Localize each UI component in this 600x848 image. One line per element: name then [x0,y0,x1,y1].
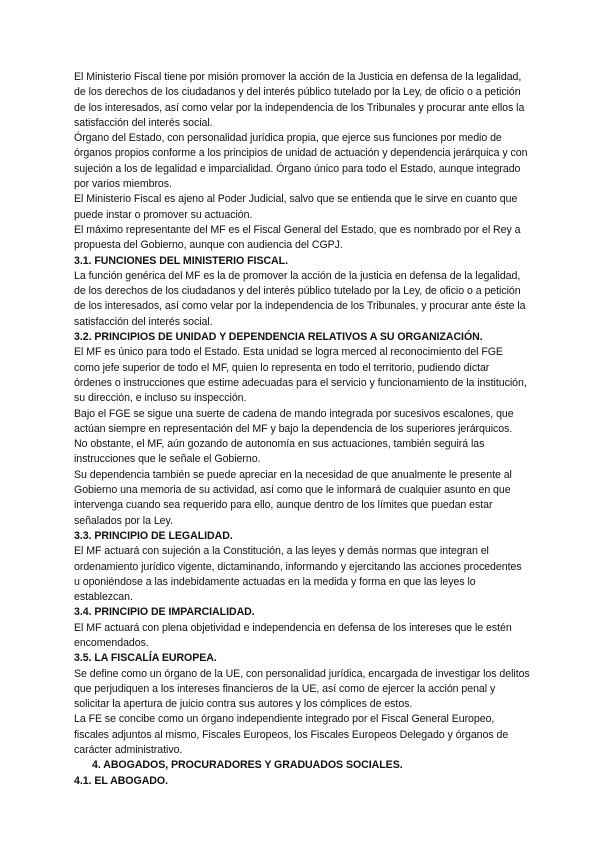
section-heading-4-1: 4.1. EL ABOGADO. [74,774,168,787]
section-heading-3-3: 3.3. PRINCIPIO DE LEGALIDAD. [74,529,233,542]
section-heading-4: 4. ABOGADOS, PROCURADORES Y GRADUADOS SOCIALES. [92,759,403,772]
section-3-2-paragraph-memoria: Su dependencia también se puede apreciar en la necesidad de que anualmente le presente al Gobierno una memoria de su actividad, así como que le informará de cualquier asunto en que intervenga cuando sea requerido para ello, aunque dentro de los límites que puedan estar señalados por la Ley. [74,468,512,527]
section-3-2-paragraph-cadena: Bajo el FGE se sigue una suerte de cadena de mando integrada por sucesivos escalones, que actúan siempre en representación del MF y bajo la dependencia de los superiores jerárquicos. [74,407,514,435]
section-3-3-paragraph: El MF actuará con sujeción a la Constitución, a las leyes y demás normas que integran el ordenamiento jurídico vigente, dictaminando, informando y ejercitando las acciones procedentes u oponiéndose a las indebidamente actuadas en la medida y forma en que las leyes lo establezcan. [74,545,522,604]
section-heading-3-4: 3.4. PRINCIPIO DE IMPARCIALIDAD. [74,606,255,619]
section-3-2-paragraph-gobierno: No obstante, el MF, aún gozando de autonomía en sus actuaciones, también seguirá las instrucciones que le señale el Gobierno. [74,438,485,466]
intro-paragraph-mision: El Ministerio Fiscal tiene por misión promover la acción de la Justicia en defensa de la legalidad, de los derechos de los ciudadanos y del interés público tutelado por la Ley, de oficio o a petición de los interesados, así como velar por la independencia de los Tribunales y procurar ante ellos la satisfacción del interés social. [74,71,525,129]
section-3-5-paragraph-composicion: La FE se concibe como un órgano independiente integrado por el Fiscal General Europeo, fiscales adjuntos al mismo, Fiscales Europeos, los Fiscales Europeos Delegado y órganos de carácter administrativo. [74,713,509,757]
section-heading-3-5: 3.5. LA FISCALÍA EUROPEA. [74,652,217,665]
intro-paragraph-poder-judicial: El Ministerio Fiscal es ajeno al Poder Judicial, salvo que se entienda que le sirve en cuanto que puede instar o promover su actuación. [74,193,518,221]
section-3-2-paragraph-unidad: El MF es único para todo el Estado. Esta unidad se logra merced al reconocimiento del FGE como jefe superior de todo el MF, quien lo representa en todo el territorio, pudiendo dictar órdenes o instrucciones que estime adecuadas para el servicio y funcionamiento de la institución, su dirección, e incluso su inspección. [74,346,527,405]
intro-paragraph-fiscal-general: El máximo representante del MF es el Fiscal General del Estado, que es nombrado por el Rey a propuesta del Gobierno, aunque con audiencia del CGPJ. [74,223,521,252]
section-3-4-paragraph: El MF actuará con plena objetividad e independencia en defensa de los intereses que le estén encomendados. [74,621,512,649]
section-3-5-paragraph-definicion: Se define como un órgano de la UE, con personalidad jurídica, encargada de investigar los delitos que perjudiquen a los intereses financieros de la UE, así como de ejercer la acción penal y solicitar la apertura de juicio contra sus autores y los cómplices de estos. [74,667,530,711]
intro-paragraph-organo: Órgano del Estado, con personalidad jurídica propia, que ejerce sus funciones por medio de órganos propios conforme a los principios de unidad de actuación y dependencia jerárquica y con sujeción a los de legalidad e imparcialidad. Órgano único para todo el Estado, aunque integrado por varios miembros. [74,132,528,191]
section-heading-3-2: 3.2. PRINCIPIOS DE UNIDAD Y DEPENDENCIA RELATIVOS A SU ORGANIZACIÓN. [74,331,483,344]
section-3-1-paragraph: La función genérica del MF es la de promover la acción de la justicia en defensa de la legalidad, de los derechos de los ciudadanos y del interés público tutelado por la Ley, de oficio o a petición de los interesados, así como velar por la independencia de los Tribunales, y procurar ante éste la satisfacción del interés social. [74,269,526,328]
section-heading-3-1: 3.1. FUNCIONES DEL MINISTERIO FISCAL. [74,254,288,267]
document-body [74,70,530,789]
